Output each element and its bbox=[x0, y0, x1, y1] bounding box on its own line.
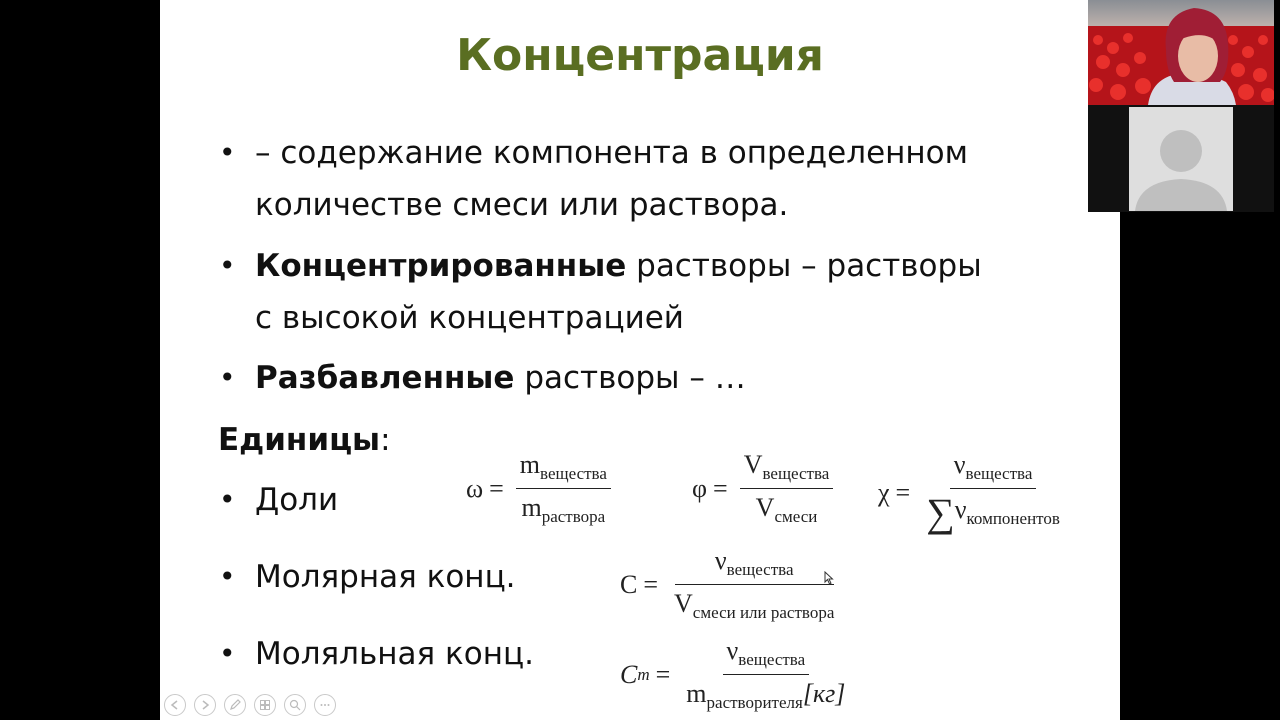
formula-denominator bbox=[682, 675, 849, 713]
formula-numerator bbox=[675, 546, 834, 585]
more-icon[interactable] bbox=[314, 694, 336, 716]
numerator-subscript: вещества bbox=[738, 650, 806, 669]
formula-molar bbox=[620, 546, 844, 623]
zoom-icon[interactable] bbox=[284, 694, 306, 716]
formula-denominator bbox=[922, 489, 1064, 536]
speaker-video-tile[interactable] bbox=[1088, 0, 1274, 105]
formula-denominator bbox=[670, 585, 838, 623]
numerator-subscript: вещества bbox=[965, 464, 1033, 483]
unit-item-label: Доли bbox=[255, 482, 339, 518]
formula-symbol-subscript: m bbox=[637, 664, 650, 684]
slides-icon[interactable] bbox=[254, 694, 276, 716]
denominator-variable: ν bbox=[954, 495, 967, 524]
denominator-subscript: растворителя bbox=[706, 693, 803, 712]
denominator-subscript: компонентов bbox=[966, 509, 1060, 528]
denominator-subscript: смеси bbox=[774, 507, 818, 526]
numerator-variable: V bbox=[743, 450, 763, 479]
bullet-text-line2: с высокой концентрацией bbox=[255, 300, 684, 336]
bullet-text-line1: растворы – растворы bbox=[626, 248, 982, 284]
unit-item-label: Моляльная конц. bbox=[255, 636, 534, 672]
bullet-dot: • bbox=[219, 560, 236, 593]
formula-numerator bbox=[516, 450, 611, 489]
units-heading-colon: : bbox=[380, 422, 391, 458]
avatar-placeholder-icon bbox=[1129, 107, 1233, 211]
formula-numerator bbox=[740, 450, 834, 489]
prev-icon[interactable] bbox=[164, 694, 186, 716]
denominator-variable: m bbox=[686, 679, 707, 708]
formula-equals: = bbox=[489, 473, 504, 503]
bullet-dot: • bbox=[219, 483, 236, 516]
formula-equals: = bbox=[895, 478, 911, 507]
next-icon[interactable] bbox=[194, 694, 216, 716]
formula-denominator bbox=[517, 489, 609, 527]
numerator-subscript: вещества bbox=[726, 560, 794, 579]
bullet-text-line1: растворы – … bbox=[514, 360, 746, 396]
bullet-dot: • bbox=[219, 637, 236, 670]
mouse-cursor-icon bbox=[824, 571, 834, 585]
numerator-variable: m bbox=[519, 450, 541, 479]
presentation-slide bbox=[160, 0, 1120, 720]
formula-symbol: ω bbox=[466, 473, 484, 503]
formula-denominator bbox=[752, 489, 822, 527]
formula-equals: = bbox=[655, 659, 671, 689]
numerator-variable: ν bbox=[726, 636, 739, 665]
formula-fraction bbox=[670, 546, 838, 623]
denominator-subscript: раствора bbox=[541, 507, 606, 526]
pen-icon[interactable] bbox=[224, 694, 246, 716]
denominator-variable: V bbox=[755, 493, 775, 522]
bullet-concentrated bbox=[219, 240, 1075, 344]
formula-volume-fraction bbox=[692, 450, 839, 527]
presentation-controls bbox=[164, 694, 336, 716]
units-heading-bold: Единицы bbox=[218, 422, 381, 458]
bullet-definition bbox=[219, 127, 1075, 231]
unit-item-fractions bbox=[219, 474, 339, 526]
formula-fraction bbox=[922, 450, 1064, 536]
formula-mass-fraction bbox=[466, 450, 617, 527]
bullet-dot: • bbox=[219, 361, 236, 394]
denominator-variable: m bbox=[521, 493, 542, 522]
slide-title: Концентрация bbox=[456, 30, 824, 81]
denominator-variable: V bbox=[674, 589, 693, 618]
numerator-variable: ν bbox=[953, 450, 966, 479]
bullet-bold-term: Разбавленные bbox=[255, 360, 515, 396]
formula-fraction bbox=[740, 450, 834, 527]
formula-numerator bbox=[723, 636, 810, 675]
formula-symbol: C bbox=[620, 659, 638, 689]
formula-numerator bbox=[950, 450, 1037, 489]
bullet-text-line1: – содержание компонента в определенном bbox=[255, 135, 969, 171]
denominator-unit: [кг] bbox=[802, 679, 846, 708]
formula-fraction bbox=[516, 450, 611, 527]
formula-symbol: χ bbox=[878, 478, 890, 507]
unit-item-molal bbox=[219, 628, 534, 680]
formula-symbol: φ bbox=[692, 473, 708, 503]
units-heading bbox=[218, 422, 391, 458]
numerator-subscript: вещества bbox=[762, 464, 830, 483]
participant-tile[interactable] bbox=[1129, 107, 1233, 211]
formula-equals: = bbox=[713, 473, 728, 503]
unit-item-label: Молярная конц. bbox=[255, 559, 516, 595]
sum-symbol: ∑ bbox=[926, 490, 955, 535]
speaker-video-icon bbox=[1088, 0, 1274, 105]
bullet-dilute bbox=[219, 352, 1075, 404]
numerator-variable: ν bbox=[714, 546, 727, 575]
formula-fraction bbox=[682, 636, 849, 713]
formula-mole-fraction bbox=[878, 450, 1070, 536]
numerator-subscript: вещества bbox=[540, 464, 607, 483]
bullet-dot: • bbox=[219, 249, 236, 282]
bullet-bold-term: Концентрированные bbox=[255, 248, 627, 284]
formula-equals: = bbox=[643, 569, 659, 599]
bullet-dot: • bbox=[219, 136, 236, 169]
bullet-text-line2: количестве смеси или раствора. bbox=[255, 187, 789, 223]
formula-molal bbox=[620, 636, 855, 713]
denominator-subscript: смеси или раствора bbox=[692, 603, 835, 622]
unit-item-molar bbox=[219, 551, 516, 603]
video-panel bbox=[1088, 0, 1274, 212]
formula-symbol: C bbox=[620, 569, 638, 599]
